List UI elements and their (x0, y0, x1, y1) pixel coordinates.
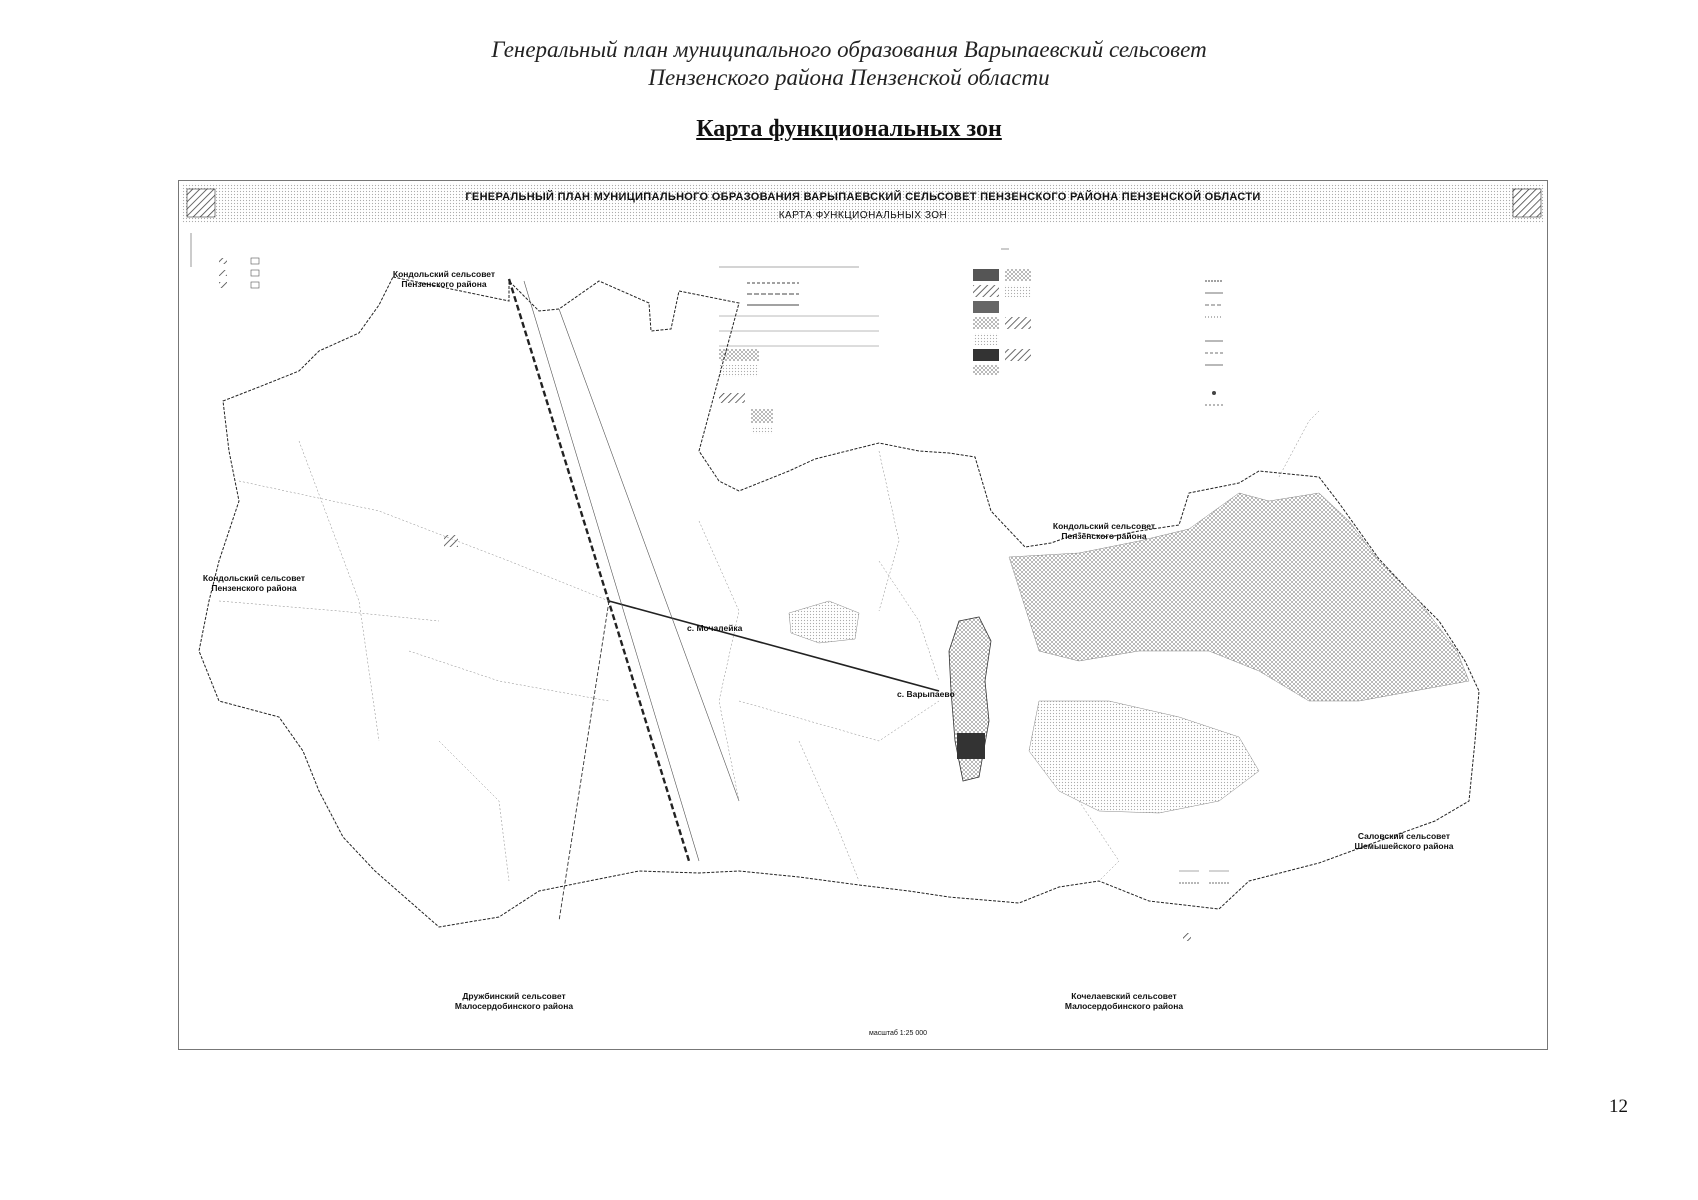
legend-block-3 (1205, 281, 1223, 405)
zone-marker-west (444, 535, 458, 547)
legend-bottom-right (1179, 871, 1229, 941)
railway (509, 279, 689, 861)
zone-dark-block (957, 733, 985, 759)
corridor-line-2 (559, 309, 739, 801)
neighbor-label-south: Кочелаевский сельсовет Малосердобинского района (1064, 991, 1184, 1011)
map-scale-label: масштаб 1:25 000 (869, 1030, 928, 1037)
neighbor-label-east: Саловский сельсовет Шемышейского района (1354, 831, 1454, 851)
place-label-mochaleyka: с. Мочалейка (687, 623, 743, 633)
document-header-line-1: Генеральный план муниципального образования Варыпаевский сельсовет (491, 37, 1207, 62)
corridor-line-1 (524, 281, 699, 861)
map-title: ГЕНЕРАЛЬНЫЙ ПЛАН МУНИЦИПАЛЬНОГО ОБРАЗОВАНИЯ ВАРЫПАЕВСКИЙ СЕЛЬСОВЕТ ПЕНЗЕНСКОГО РАЙОНА ПЕНЗЕНСКОЙ ОБЛАСТИ (465, 191, 1261, 203)
page-number: 12 (1609, 1096, 1628, 1117)
map-canvas (179, 181, 1547, 1049)
neighbor-label-north-east: Кондольский сельсовет Пензенского района (1052, 521, 1156, 541)
neighbor-label-north-west: Кондольский сельсовет Пензенского района (392, 269, 496, 289)
map-frame (178, 180, 1548, 1050)
legend-block-1 (719, 267, 879, 434)
map-subtitle: КАРТА ФУНКЦИОНАЛЬНЫХ ЗОН (778, 210, 948, 221)
zone-hatched-small (789, 601, 859, 643)
document-header-line-2: Пензенского района Пензенской области (648, 65, 1050, 90)
place-label-varypaevo: с. Варыпаево (897, 689, 955, 699)
road-secondary (559, 601, 609, 921)
neighbor-label-south-west: Дружбинский сельсовет Малосердобинского района (454, 991, 574, 1011)
road-main (609, 601, 939, 691)
zone-east-south (1029, 701, 1259, 813)
neighbor-label-west: Кондольский сельсовет Пензенского района (202, 573, 306, 593)
legend-block-2 (973, 249, 1031, 375)
legend-left (191, 233, 259, 288)
map-heading: Карта функциональных зон (696, 116, 1002, 142)
